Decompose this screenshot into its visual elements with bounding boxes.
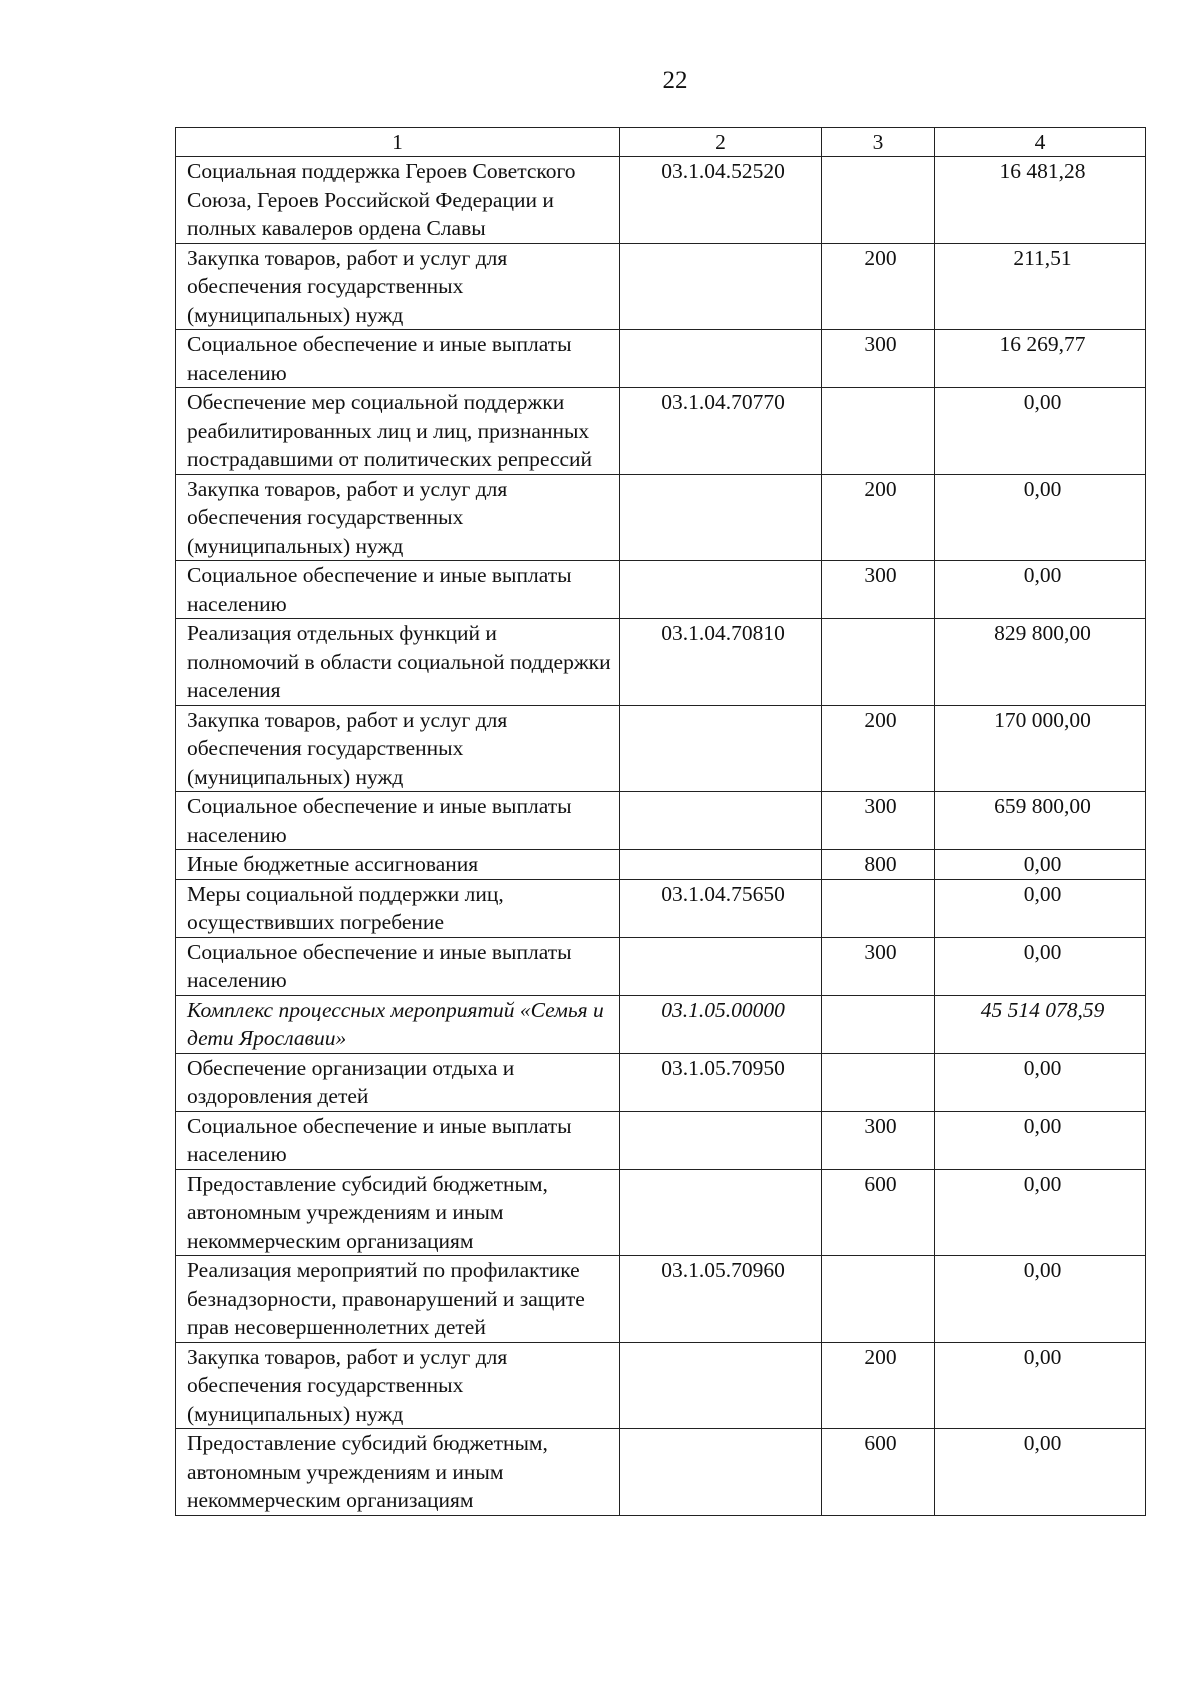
row-code-cell <box>620 1429 822 1516</box>
row-expense-type-cell: 300 <box>822 937 935 995</box>
row-name-cell: Предоставление субсидий бюджетным, автономным учреждениям и иным некоммерческим организациям <box>176 1169 620 1256</box>
row-code-cell: 03.1.04.70770 <box>620 388 822 475</box>
row-code-cell: 03.1.04.75650 <box>620 879 822 937</box>
column-header-4: 4 <box>935 128 1146 157</box>
row-expense-type-cell: 300 <box>822 1111 935 1169</box>
row-name-cell: Социальное обеспечение и иные выплаты населению <box>176 1111 620 1169</box>
row-code-cell: 03.1.05.70950 <box>620 1053 822 1111</box>
row-expense-type-cell: 300 <box>822 330 935 388</box>
row-code-cell <box>620 705 822 792</box>
row-amount-cell: 211,51 <box>935 243 1146 330</box>
row-code-cell: 03.1.04.70810 <box>620 619 822 706</box>
table-row <box>176 1169 1146 1256</box>
table-row <box>176 1342 1146 1429</box>
row-code-cell <box>620 330 822 388</box>
row-name-cell: Социальная поддержка Героев Советского Союза, Героев Российской Федерации и полных кавалеров ордена Славы <box>176 157 620 244</box>
row-code-cell <box>620 243 822 330</box>
row-amount-cell: 16 481,28 <box>935 157 1146 244</box>
table-row <box>176 937 1146 995</box>
row-expense-type-cell <box>822 619 935 706</box>
table-row <box>176 619 1146 706</box>
row-amount-cell: 0,00 <box>935 474 1146 561</box>
table-row <box>176 388 1146 475</box>
row-name-cell: Социальное обеспечение и иные выплаты населению <box>176 561 620 619</box>
row-code-cell <box>620 850 822 880</box>
row-expense-type-cell: 300 <box>822 792 935 850</box>
row-code-cell <box>620 1342 822 1429</box>
row-amount-cell: 829 800,00 <box>935 619 1146 706</box>
row-name-cell: Социальное обеспечение и иные выплаты населению <box>176 792 620 850</box>
row-name-cell: Обеспечение организации отдыха и оздоровления детей <box>176 1053 620 1111</box>
table-row <box>176 1256 1146 1343</box>
row-expense-type-cell <box>822 879 935 937</box>
row-amount-cell: 16 269,77 <box>935 330 1146 388</box>
row-amount-cell: 0,00 <box>935 1111 1146 1169</box>
row-name-cell: Закупка товаров, работ и услуг для обеспечения государственных (муниципальных) нужд <box>176 705 620 792</box>
row-name-cell: Социальное обеспечение и иные выплаты населению <box>176 330 620 388</box>
row-amount-cell: 0,00 <box>935 388 1146 475</box>
table-row <box>176 474 1146 561</box>
table-row <box>176 792 1146 850</box>
row-expense-type-cell <box>822 388 935 475</box>
row-code-cell <box>620 937 822 995</box>
row-code-cell: 03.1.05.00000 <box>620 995 822 1053</box>
row-name-cell: Реализация отдельных функций и полномочий в области социальной поддержки населения <box>176 619 620 706</box>
row-code-cell: 03.1.05.70960 <box>620 1256 822 1343</box>
row-expense-type-cell: 600 <box>822 1429 935 1516</box>
row-name-cell: Закупка товаров, работ и услуг для обеспечения государственных (муниципальных) нужд <box>176 474 620 561</box>
row-expense-type-cell: 600 <box>822 1169 935 1256</box>
row-code-cell <box>620 792 822 850</box>
column-header-2: 2 <box>620 128 822 157</box>
row-amount-cell: 170 000,00 <box>935 705 1146 792</box>
row-amount-cell: 0,00 <box>935 1256 1146 1343</box>
table-row <box>176 995 1146 1053</box>
row-expense-type-cell <box>822 1256 935 1343</box>
table-body <box>176 157 1146 1516</box>
row-amount-cell: 0,00 <box>935 1053 1146 1111</box>
row-name-cell: Обеспечение мер социальной поддержки реабилитированных лиц и лиц, признанных пострадавшими от политических репрессий <box>176 388 620 475</box>
row-name-cell: Меры социальной поддержки лиц, осуществивших погребение <box>176 879 620 937</box>
row-expense-type-cell: 800 <box>822 850 935 880</box>
row-code-cell <box>620 474 822 561</box>
table-row <box>176 1429 1146 1516</box>
row-name-cell: Закупка товаров, работ и услуг для обеспечения государственных (муниципальных) нужд <box>176 1342 620 1429</box>
page-number: 22 <box>662 67 688 94</box>
row-amount-cell: 0,00 <box>935 937 1146 995</box>
row-expense-type-cell: 300 <box>822 561 935 619</box>
table-row <box>176 850 1146 880</box>
table-row <box>176 157 1146 244</box>
row-expense-type-cell <box>822 1053 935 1111</box>
table-header-row <box>176 128 1146 157</box>
row-amount-cell: 0,00 <box>935 879 1146 937</box>
row-amount-cell: 0,00 <box>935 850 1146 880</box>
row-name-cell: Иные бюджетные ассигнования <box>176 850 620 880</box>
row-expense-type-cell <box>822 995 935 1053</box>
table-row <box>176 1053 1146 1111</box>
row-amount-cell: 0,00 <box>935 1342 1146 1429</box>
row-amount-cell: 45 514 078,59 <box>935 995 1146 1053</box>
table-row <box>176 243 1146 330</box>
row-amount-cell: 0,00 <box>935 1429 1146 1516</box>
row-amount-cell: 0,00 <box>935 1169 1146 1256</box>
row-expense-type-cell: 200 <box>822 705 935 792</box>
column-header-3: 3 <box>822 128 935 157</box>
row-code-cell <box>620 1169 822 1256</box>
table-row <box>176 705 1146 792</box>
table-row <box>176 561 1146 619</box>
row-expense-type-cell: 200 <box>822 243 935 330</box>
row-code-cell: 03.1.04.52520 <box>620 157 822 244</box>
budget-table <box>175 127 1146 1516</box>
table-row <box>176 330 1146 388</box>
column-header-1: 1 <box>176 128 620 157</box>
row-name-cell: Предоставление субсидий бюджетным, автономным учреждениям и иным некоммерческим организациям <box>176 1429 620 1516</box>
row-name-cell: Комплекс процессных мероприятий «Семья и дети Ярославии» <box>176 995 620 1053</box>
row-name-cell: Социальное обеспечение и иные выплаты населению <box>176 937 620 995</box>
row-code-cell <box>620 561 822 619</box>
row-amount-cell: 659 800,00 <box>935 792 1146 850</box>
table-row <box>176 879 1146 937</box>
table-row <box>176 1111 1146 1169</box>
row-expense-type-cell: 200 <box>822 1342 935 1429</box>
row-name-cell: Реализация мероприятий по профилактике безнадзорности, правонарушений и защите прав несовершеннолетних детей <box>176 1256 620 1343</box>
row-code-cell <box>620 1111 822 1169</box>
row-expense-type-cell: 200 <box>822 474 935 561</box>
row-name-cell: Закупка товаров, работ и услуг для обеспечения государственных (муниципальных) нужд <box>176 243 620 330</box>
row-expense-type-cell <box>822 157 935 244</box>
row-amount-cell: 0,00 <box>935 561 1146 619</box>
